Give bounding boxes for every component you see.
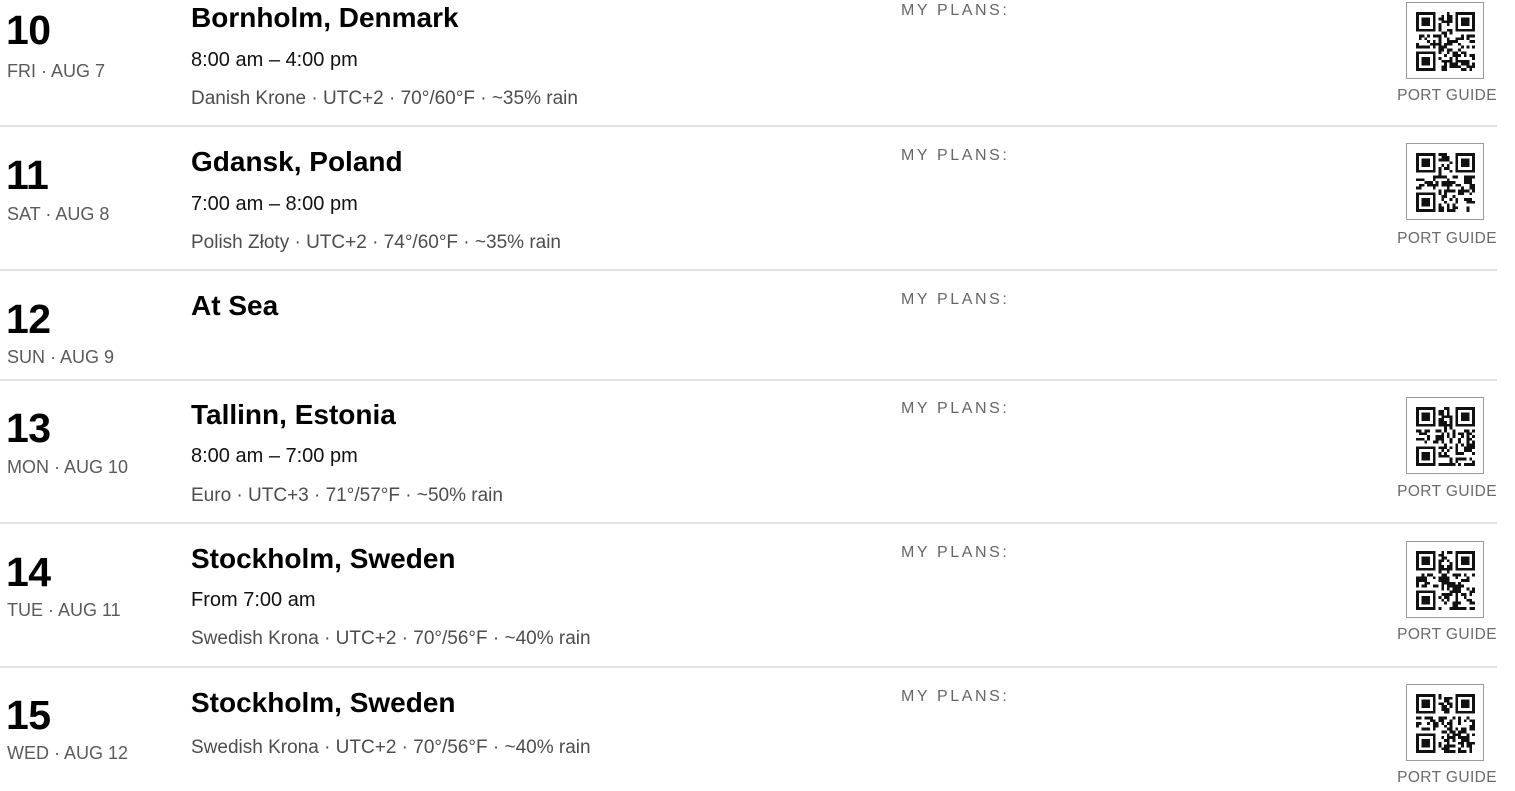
- port-hours: 8:00 am – 4:00 pm: [191, 49, 358, 71]
- port-info: Euro · UTC+3 · 71°/57°F · ~50% rain: [191, 485, 503, 506]
- qr-code[interactable]: [1406, 397, 1484, 474]
- my-plans-label: MY PLANS:: [901, 544, 1010, 561]
- day-number: 10: [6, 7, 51, 53]
- day-date: SUN · AUG 9: [7, 347, 115, 367]
- row-divider: [0, 522, 1497, 524]
- day-date: WED · AUG 12: [7, 743, 129, 763]
- day-number: 14: [6, 549, 51, 595]
- row-divider: [0, 379, 1497, 381]
- port-name: Gdansk, Poland: [191, 146, 403, 177]
- row-divider: [0, 666, 1497, 668]
- port-name: At Sea: [191, 290, 279, 321]
- qr-pattern: [1416, 407, 1475, 466]
- row-divider: [0, 269, 1497, 271]
- my-plans-label: MY PLANS:: [901, 291, 1010, 308]
- port-guide-link[interactable]: PORT GUIDE: [1397, 230, 1497, 247]
- port-guide-link[interactable]: PORT GUIDE: [1397, 87, 1497, 104]
- qr-code[interactable]: [1406, 684, 1484, 761]
- port-guide-link[interactable]: PORT GUIDE: [1397, 483, 1497, 500]
- port-hours: 8:00 am – 7:00 pm: [191, 445, 358, 467]
- my-plans-label: MY PLANS:: [901, 2, 1010, 19]
- port-info: Polish Złoty · UTC+2 · 74°/60°F · ~35% rain: [191, 232, 561, 253]
- day-date: SAT · AUG 8: [7, 204, 110, 224]
- port-name: Stockholm, Sweden: [191, 543, 456, 574]
- port-hours: 7:00 am – 8:00 pm: [191, 193, 358, 215]
- port-info: Swedish Krona · UTC+2 · 70°/56°F · ~40% rain: [191, 628, 591, 649]
- port-guide-link[interactable]: PORT GUIDE: [1397, 626, 1497, 643]
- day-number: 15: [6, 692, 51, 738]
- qr-code[interactable]: [1406, 2, 1484, 79]
- day-number: 11: [6, 152, 49, 198]
- qr-pattern: [1416, 153, 1475, 212]
- my-plans-label: MY PLANS:: [901, 147, 1010, 164]
- qr-pattern: [1416, 694, 1475, 753]
- qr-pattern: [1416, 12, 1475, 71]
- port-name: Tallinn, Estonia: [191, 399, 396, 430]
- port-hours: From 7:00 am: [191, 589, 316, 611]
- qr-code[interactable]: [1406, 541, 1484, 618]
- qr-code[interactable]: [1406, 143, 1484, 220]
- port-info: Swedish Krona · UTC+2 · 70°/56°F · ~40% rain: [191, 737, 591, 758]
- my-plans-label: MY PLANS:: [901, 400, 1010, 417]
- day-date: TUE · AUG 11: [7, 600, 121, 620]
- qr-pattern: [1416, 551, 1475, 610]
- port-info: Danish Krone · UTC+2 · 70°/60°F · ~35% rain: [191, 88, 578, 109]
- day-number: 12: [6, 296, 51, 342]
- day-date: MON · AUG 10: [7, 457, 129, 477]
- port-guide-link[interactable]: PORT GUIDE: [1397, 769, 1497, 786]
- row-divider: [0, 125, 1497, 127]
- day-date: FRI · AUG 7: [7, 61, 106, 81]
- day-number: 13: [6, 405, 51, 451]
- port-name: Stockholm, Sweden: [191, 687, 456, 718]
- port-name: Bornholm, Denmark: [191, 2, 459, 33]
- my-plans-label: MY PLANS:: [901, 688, 1010, 705]
